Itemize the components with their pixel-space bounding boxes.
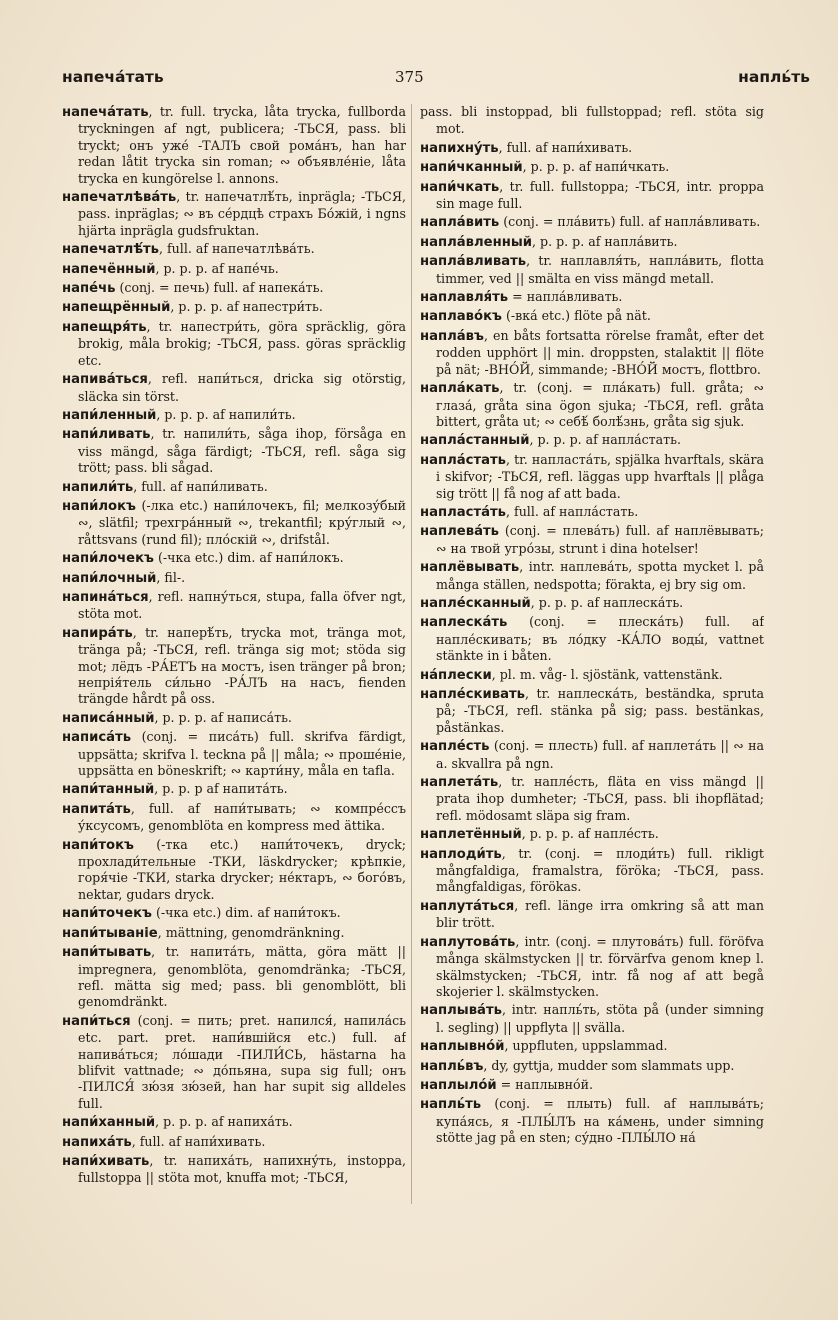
- entry-headword: напихну́ть: [420, 140, 499, 156]
- entry-headword: напи́лочекъ: [62, 551, 154, 567]
- entry-definition: , full. af напи́тывать; ∾ компре́ссъ у́ксусомъ, genomblöta en kompress med ättika.: [78, 800, 406, 834]
- entry-definition: , tr. напласта́ть, spjälka hvarftals, skära i skifvor; -ТЬСЯ, refl. läggas upp hvarftals || plåga sig trött || få nog af att bada.: [436, 451, 764, 501]
- dictionary-entry: [420, 523, 764, 557]
- dictionary-entry: [62, 407, 406, 424]
- entry-definition: , uppfluten, uppslammad.: [504, 1038, 668, 1054]
- dictionary-entry: [62, 1013, 406, 1112]
- dictionary-entry: [420, 934, 764, 1001]
- dictionary-entry: [420, 774, 764, 824]
- entry-headword: напль́ть: [420, 1097, 482, 1113]
- dictionary-entry: [420, 159, 764, 176]
- entry-headword: напи́тывать: [62, 945, 152, 961]
- dictionary-entry: [62, 905, 406, 922]
- dictionary-entry: [62, 729, 406, 779]
- entry-headword: наплёвывать: [420, 560, 520, 576]
- dictionary-entry: [420, 1038, 764, 1055]
- entry-headword: написа́нный: [62, 710, 155, 726]
- entry-definition: , refl. напну́ться, stupa, falla öfver ngt, stöta mot.: [78, 588, 406, 622]
- entry-definition: , tr. наперѣ́ть, trycka mot, tränga mot, tränga på; -ТЬСЯ, refl. tränga sig mot; stöda sig mot; лёдъ -РА́ЕТЪ на мостъ, isen tränger på bron; непрія́тель си́льно -РА́ЛЪ на насъ, fienden trängde hårdt på oss.: [78, 624, 406, 707]
- entry-definition: , p. p. p. af напла́стать.: [529, 432, 681, 448]
- entry-headword: напира́ть: [62, 625, 133, 641]
- dictionary-entry: [420, 234, 764, 251]
- entry-definition: (-лка etc.) напи́лочекъ, fil; мелкозу́бый ∾, slätfil; трехгра́нный ∾, trekantfil; кру́глый ∾, råttsvans (rund fil); пло́скій ∾, drifstål.: [78, 497, 406, 547]
- left-column: [62, 104, 406, 1302]
- entry-definition: , intr. (conj. = плутова́ть) full. föröfva många skälmstycken || tr. förvärfva genom knep l. skälmstycken; -ТЬСЯ, intr. få nog af att begå skojerier l. skälmstycken.: [436, 933, 764, 999]
- dictionary-entry: [62, 479, 406, 496]
- entry-definition: (-чка etc.) dim. af напи́локъ.: [153, 550, 344, 566]
- entry-headword: напиха́ть: [62, 1134, 132, 1150]
- entry-definition: , tr. напита́ть, mätta, göra mätt || impregnera, genomblöta, genomdränka; -ТЬСЯ, refl. mätta sig med; pass. bli genomblött, bli genomdränkt.: [78, 944, 406, 1010]
- entry-headword: напла́стать: [420, 452, 507, 468]
- dictionary-entry: [62, 319, 406, 369]
- entry-headword: напи́ханный: [62, 1115, 156, 1131]
- entry-headword: на́плески: [420, 667, 492, 683]
- entry-definition: , tr. наплавля́ть, напла́вить, flotta timmer, ved || smälta en viss mängd metall.: [436, 253, 764, 286]
- column-divider: [411, 104, 412, 1204]
- entry-headword: напи́точекъ: [62, 906, 152, 922]
- dictionary-entry: [420, 559, 764, 593]
- dictionary-entry: [62, 837, 406, 904]
- entry-headword: наплеска́ть: [420, 615, 508, 631]
- entry-definition: = напла́вливать.: [508, 289, 623, 305]
- entry-definition: , intr. наплева́ть, spotta mycket l. på många ställen, nedspotta; förakta, ej bry sig om.: [436, 559, 764, 592]
- dictionary-entry: [420, 253, 764, 287]
- page-header: [62, 68, 810, 92]
- entry-headword: напла́вленный: [420, 234, 533, 250]
- entry-definition: , p. p. p. af написа́ть.: [154, 709, 292, 725]
- entry-definition: , full. af напечатлѣва́ть.: [159, 241, 315, 257]
- dictionary-entry: [420, 1002, 764, 1036]
- dictionary-entry: [420, 667, 764, 684]
- entry-headword: напла́кать: [420, 381, 500, 397]
- entry-headword: напле́скивать: [420, 687, 525, 702]
- entry-definition: , refl. länge irra omkring så att man blir trött.: [436, 897, 764, 931]
- entry-headword: напль́въ: [420, 1058, 484, 1074]
- entry-definition: , tr. напле́сть, fläta en viss mängd || prata ihop dumheter; -ТЬСЯ, pass. bli ihopflätad; refl. mödosamt släpa sig fram.: [436, 774, 764, 823]
- dictionary-entry: [62, 625, 406, 708]
- dictionary-entry: [420, 432, 764, 449]
- dictionary-entry: [420, 826, 764, 843]
- entry-headword: наплута́ться: [420, 898, 515, 914]
- entry-definition: , tr. (conj. = пла́кать) full. gråta; ∾ глаза́, gråta sina ögon sjuka; -ТЬСЯ, refl. gråta bittert, gråta ut; ∾ себѣ́ болѣ́знь, gråta sig sjuk.: [436, 380, 764, 429]
- dictionary-entry: [62, 781, 406, 798]
- dictionary-entry: [420, 504, 764, 521]
- entry-headword: напла́станный: [420, 433, 530, 449]
- entry-definition: (conj. = плыть) full. af наплыва́ть; купа́ясь, я -ПЛЫ́ЛЪ на ка́мень, under simning stötte jag på en sten; су́дно -ПЛЫ́ЛО на́: [436, 1096, 764, 1146]
- entry-definition: , tr. наплеска́ть, beständka, spruta på; -ТЬСЯ, refl. stänka på sig; pass. bestänkas, påstänkas.: [436, 686, 764, 735]
- entry-headword: наплутова́ть: [420, 934, 516, 950]
- dictionary-entry: [62, 1114, 406, 1131]
- entry-headword: напива́ться: [62, 372, 148, 388]
- entry-definition: = наплывно́й.: [496, 1076, 594, 1092]
- entry-definition: (conj. = плева́ть) full. af наплёвывать; ∾ на твой угро́зы, strunt i dina hotelser!: [436, 523, 764, 556]
- entry-headword: напла́вливать: [420, 254, 527, 270]
- entry-definition: , en båts fortsatta rörelse framåt, efter det rodden upphört || min. droppsten, stalaktit || flöte på nät; -ВНО́Й, simmande; -ВНО́Й мостъ, flottbro.: [436, 327, 764, 377]
- dictionary-entry: [420, 686, 764, 736]
- entry-definition: , intr. напль́ть, stöta på (under simning l. segling) || uppflyta || svälla.: [436, 1002, 764, 1035]
- entry-definition: (-вка́ etc.) flöte på nät.: [501, 308, 651, 324]
- entry-headword: наплоди́ть: [420, 846, 502, 862]
- entry-headword: напи́ливать: [62, 427, 151, 443]
- entry-headword: напита́ть: [62, 801, 131, 817]
- dictionary-entry: [62, 371, 406, 405]
- entry-definition: , tr. full. fullstoppa; -ТЬСЯ, intr. proppa sin mage full.: [436, 178, 764, 212]
- entry-definition: (conj. = пла́вить) full. af напла́вливать.: [499, 214, 761, 230]
- dictionary-entry: [420, 104, 764, 138]
- entry-headword: напи́танный: [62, 782, 155, 798]
- entry-definition: , dy, gyttja, mudder som slammats upp.: [483, 1057, 735, 1073]
- dictionary-entry: [62, 104, 406, 187]
- dictionary-entry: [62, 944, 406, 1011]
- dictionary-entry: [420, 179, 764, 213]
- entry-headword: наплева́ть: [420, 524, 499, 540]
- entry-headword: напи́лочный: [62, 570, 157, 586]
- entry-headword: напи́чкать: [420, 179, 500, 195]
- entry-definition: , refl. напи́ться, dricka sig otörstig, släcka sin törst.: [78, 371, 406, 404]
- entry-definition: , p. p. p. af напе́чь.: [155, 260, 279, 276]
- entry-headword: наплета́ть: [420, 775, 499, 791]
- dictionary-entry: [62, 550, 406, 567]
- dictionary-entry: [420, 328, 764, 378]
- entry-definition: , full. af напи́хивать.: [131, 1133, 266, 1149]
- entry-headword: напла́вить: [420, 215, 500, 231]
- entry-headword: напеча́тать: [62, 105, 149, 120]
- entry-definition: pass. bli instoppad, bli fullstoppad; refl. stöta sig mot.: [420, 104, 764, 137]
- entry-headword: написа́ть: [62, 730, 132, 746]
- entry-headword: напещрённый: [62, 300, 171, 316]
- entry-definition: (conj. = печь) full. af напека́ть.: [115, 280, 324, 296]
- entry-headword: напи́токъ: [62, 837, 134, 853]
- dictionary-entry: [62, 299, 406, 316]
- entry-definition: , fil-.: [156, 569, 186, 585]
- entry-definition: , p. p. p. af напили́ть.: [156, 406, 296, 422]
- dictionary-entry: [62, 801, 406, 835]
- entry-headword: напина́ться: [62, 589, 149, 605]
- entry-definition: , p. p. p. af наплеска́ть.: [530, 594, 684, 610]
- entry-headword: напле́сканный: [420, 595, 531, 611]
- header-left-guide-word: напеча́тать: [62, 68, 164, 86]
- dictionary-entry: [62, 925, 406, 942]
- dictionary-entry: [420, 1058, 764, 1075]
- entry-definition: , tr. напестри́ть, göra spräcklig, göra brokig, måla brokig; -ТЬСЯ, pass. göras spräcklig etc.: [78, 318, 406, 368]
- dictionary-entry: [420, 898, 764, 932]
- entry-definition: , tr. full. trycka, låta trycka, fullborda tryckningen af ngt, publicera; -ТЬСЯ, pass. bli tryckt; онъ уже́ -ТАЛЪ свой рома́нъ, han har redan låtit trycka sin roman; ∾ объявле́ніе, låta trycka en kungörelse l. annons.: [78, 104, 406, 186]
- dictionary-entry: [420, 738, 764, 772]
- entry-definition: , full. af напла́стать.: [506, 503, 639, 519]
- entry-headword: наплыло́й: [420, 1077, 497, 1093]
- dictionary-entry: [62, 189, 406, 239]
- entry-headword: напи́ться: [62, 1013, 131, 1029]
- dictionary-entry: [420, 614, 764, 664]
- entry-definition: , tr. напили́ть, såga ihop, försåga en viss mängd, såga färdigt; -ТЬСЯ, refl. såga sig trött; pass. bli sågad.: [78, 426, 406, 476]
- entry-definition: (conj. = плесть) full. af наплета́ть || ∾ на a. skvallra på ngn.: [436, 738, 764, 771]
- dictionary-entry: [420, 1077, 764, 1094]
- entry-definition: , pl. m. våg- l. sjöstänk, vattenstänk.: [491, 666, 723, 682]
- entry-definition: , p. p. p. af напле́сть.: [521, 826, 659, 842]
- entry-definition: , p. p. p. af напла́вить.: [532, 233, 678, 249]
- entry-headword: напи́ленный: [62, 407, 157, 423]
- entry-headword: наплавля́ть: [420, 290, 509, 306]
- dictionary-entry: [62, 710, 406, 727]
- dictionary-entry: [62, 1153, 406, 1187]
- entry-headword: напле́сть: [420, 739, 490, 755]
- entry-headword: напи́чканный: [420, 160, 523, 176]
- dictionary-entry: [62, 589, 406, 623]
- entry-definition: , full. af напи́ливать.: [133, 478, 268, 494]
- entry-definition: , p. p. p. af напиха́ть.: [155, 1114, 293, 1130]
- dictionary-entry: [420, 214, 764, 231]
- dictionary-entry: [420, 308, 764, 325]
- dictionary-entry: [62, 280, 406, 297]
- dictionary-entry: [420, 452, 764, 502]
- entry-headword: напла́въ: [420, 328, 484, 344]
- entry-headword: напещря́ть: [62, 319, 147, 335]
- entry-headword: напечённый: [62, 261, 156, 277]
- entry-definition: , full. af напи́хивать.: [498, 139, 633, 155]
- dictionary-entry: [62, 261, 406, 278]
- entry-headword: наплывно́й: [420, 1039, 505, 1055]
- entry-definition: (-чка etc.) dim. af напи́токъ.: [151, 905, 341, 921]
- dictionary-entry: [62, 241, 406, 258]
- dictionary-entry: [62, 570, 406, 587]
- entry-headword: наплыва́ть: [420, 1003, 502, 1019]
- entry-headword: напи́тываніе: [62, 925, 158, 941]
- header-right-guide-word: напль́ть: [738, 68, 810, 86]
- entry-definition: , tr. напиха́ть, напихну́ть, instoppa, fullstoppa || stöta mot, knuffa mot; -ТЬСЯ,: [78, 1152, 406, 1186]
- entry-definition: , p. p. p. af напи́чкать.: [522, 159, 670, 175]
- dictionary-entry: [420, 289, 764, 306]
- entry-definition: (conj. = писа́ть) full. skrifva färdigt, uppsätta; skrifva l. teckna på || måla; ∾ проше́ніе, uppsätta en böneskrift; ∾ карти́ну, måla en tafla.: [78, 729, 406, 779]
- entry-headword: напили́ть: [62, 479, 134, 495]
- entry-headword: напи́хивать: [62, 1153, 150, 1169]
- entry-definition: , p. p. p af напита́ть.: [154, 781, 288, 797]
- dictionary-entry: [420, 1096, 764, 1146]
- dictionary-entry: [62, 426, 406, 476]
- entry-definition: (conj. = пить; pret. напился́, напила́сь etc. part. pret. напи́вшійся etc.) full. af напива́ться; ло́шади -ПИЛИ́СЬ, hästarna ha blifvit vattnade; ∾ до́пьяна, supa sig full; онъ -ПИЛСЯ́ зю́зя зю́зей, han har supit sig alldeles full.: [78, 1012, 406, 1111]
- dictionary-entry: [62, 498, 406, 548]
- entry-headword: напласта́ть: [420, 504, 507, 520]
- entry-headword: напечатлѣ́ть: [62, 242, 160, 258]
- entry-definition: , tr. (conj. = плоди́ть) full. rikligt mångfaldiga, framalstra, föröka; -ТЬСЯ, pass. mångfaldigas, förökas.: [436, 845, 764, 895]
- page-number: 375: [395, 68, 424, 86]
- entry-headword: наплетённый: [420, 827, 522, 843]
- entry-definition: (conj. = плеска́ть) full. af напле́скивать; въ ло́дку -КА́ЛО воды́, vattnet stänkte in i båten.: [436, 614, 764, 664]
- entry-headword: наплаво́къ: [420, 309, 502, 325]
- entry-headword: напе́чь: [62, 281, 116, 297]
- entry-definition: , tr. напечатлѣ́ть, inpräglа; -ТЬСЯ, pass. inpräglas; ∾ въ се́рдцѣ страхъ Бо́жій, i ngns hjärta inprägla gudsfruktan.: [78, 189, 406, 238]
- dictionary-entry: [62, 1134, 406, 1151]
- dictionary-entry: [420, 140, 764, 157]
- entry-definition: , p. p. p. af напестри́ть.: [170, 299, 323, 315]
- entry-definition: (-тка etc.) напи́точекъ, dryck; прохлади́тельные -ТКИ, läskdrycker; крѣпкіе, горя́чіе -ТКИ, starka drycker; не́ктаръ, ∾ бого́въ, nektar, gudars dryck.: [78, 836, 406, 902]
- entry-headword: напи́локъ: [62, 498, 136, 514]
- entry-headword: напечатлѣва́ть: [62, 190, 177, 206]
- dictionary-entry: [420, 846, 764, 896]
- right-column: [420, 104, 764, 1302]
- dictionary-entry: [420, 380, 764, 430]
- entry-definition: , mättning, genomdränkning.: [157, 924, 345, 940]
- dictionary-entry: [420, 595, 764, 612]
